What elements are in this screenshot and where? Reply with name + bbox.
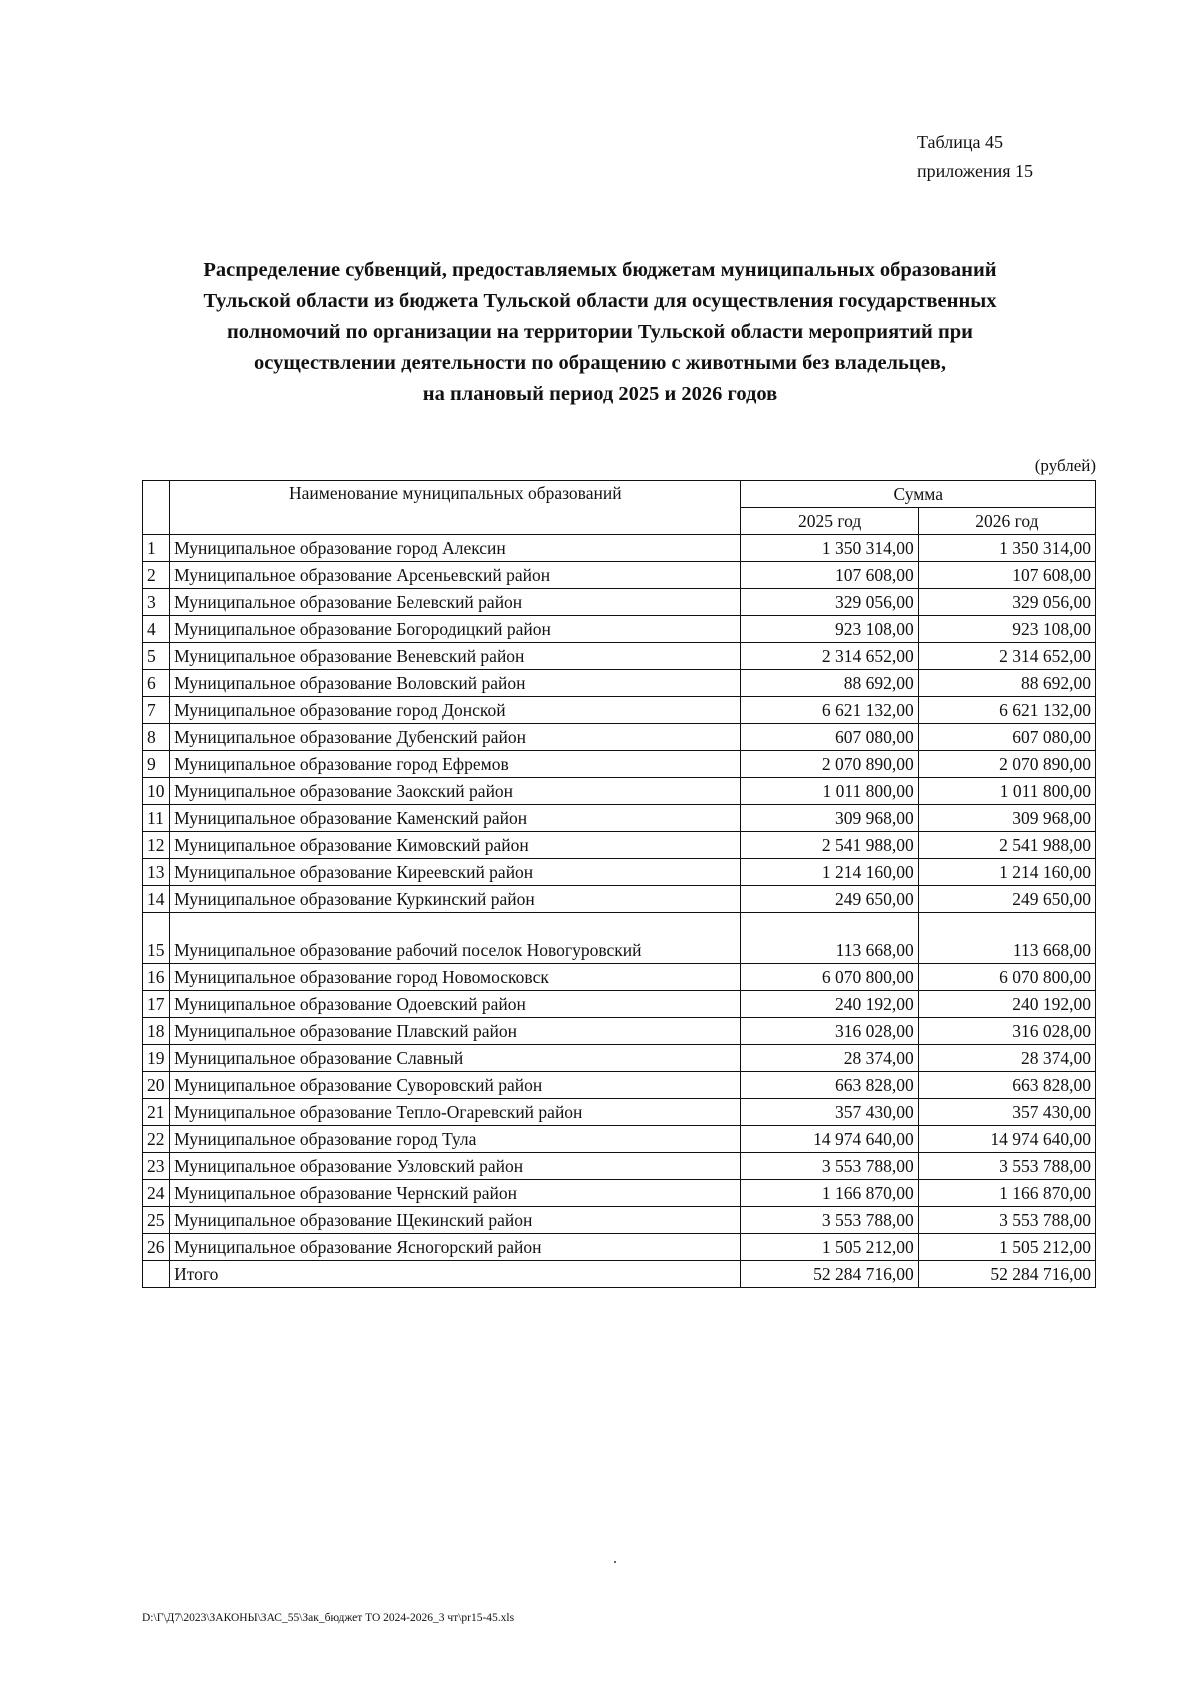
table-reference (917, 128, 1033, 186)
table-row (143, 1126, 1096, 1153)
row-name: Муниципальное образование Богородицкий район (170, 616, 741, 643)
row-number: 13 (143, 859, 170, 886)
row-name: Муниципальное образование город Новомосковск (170, 964, 741, 991)
table-row (143, 1045, 1096, 1072)
table-row (143, 616, 1096, 643)
row-number: 24 (143, 1180, 170, 1207)
table-body (143, 535, 1096, 1288)
row-name: Муниципальное образование Кимовский район (170, 832, 741, 859)
row-value-2025: 1 505 212,00 (741, 1234, 918, 1261)
row-name: Муниципальное образование город Ефремов (170, 751, 741, 778)
row-value-2025: 329 056,00 (741, 589, 918, 616)
row-value-2025: 88 692,00 (741, 670, 918, 697)
table-row (143, 1234, 1096, 1261)
row-value-2025: 14 974 640,00 (741, 1126, 918, 1153)
file-path: D:\Г\Д7\2023\ЗАКОНЫ\ЗАС_55\Зак_бюджет ТО 2024-2026_3 чт\pr15-45.xls (142, 1612, 515, 1624)
table-row (143, 886, 1096, 913)
row-value-2026: 1 350 314,00 (918, 535, 1095, 562)
row-value-2026: 329 056,00 (918, 589, 1095, 616)
row-number: 14 (143, 886, 170, 913)
row-name: Муниципальное образование Одоевский район (170, 991, 741, 1018)
row-value-2026: 2 314 652,00 (918, 643, 1095, 670)
row-value-2026: 1 166 870,00 (918, 1180, 1095, 1207)
row-number: 7 (143, 697, 170, 724)
table-row (143, 643, 1096, 670)
row-value-2025: 28 374,00 (741, 1045, 918, 1072)
row-value-2025: 3 553 788,00 (741, 1153, 918, 1180)
row-value-2025: 923 108,00 (741, 616, 918, 643)
title-line: на плановый период 2025 и 2026 годов (422, 383, 778, 405)
row-number: 6 (143, 670, 170, 697)
row-value-2026: 1 011 800,00 (918, 778, 1095, 805)
row-number: 8 (143, 724, 170, 751)
row-value-2025: 6 621 132,00 (741, 697, 918, 724)
table-row (143, 964, 1096, 991)
row-number: 20 (143, 1072, 170, 1099)
row-value-2026: 607 080,00 (918, 724, 1095, 751)
row-value-2026: 3 553 788,00 (918, 1207, 1095, 1234)
title-line: полномочий по организации на территории Тульской области мероприятий при (227, 321, 973, 343)
row-value-2026: 14 974 640,00 (918, 1126, 1095, 1153)
row-value-2025: 1 166 870,00 (741, 1180, 918, 1207)
row-value-2026: 88 692,00 (918, 670, 1095, 697)
table-row (143, 832, 1096, 859)
row-value-2025: 309 968,00 (741, 805, 918, 832)
title-line: Тульской области из бюджета Тульской области для осуществления государственных (203, 290, 997, 312)
row-value-2025: 113 668,00 (741, 913, 918, 964)
row-value-2026: 663 828,00 (918, 1072, 1095, 1099)
row-name: Муниципальное образование Суворовский район (170, 1072, 741, 1099)
row-name: Муниципальное образование Ясногорский район (170, 1234, 741, 1261)
row-name: Муниципальное образование Щекинский район (170, 1207, 741, 1234)
row-value-2025: 2 541 988,00 (741, 832, 918, 859)
row-name: Муниципальное образование Каменский район (170, 805, 741, 832)
title-line: осуществлении деятельности по обращению с животными без владельцев, (253, 352, 946, 374)
row-value-2025: 663 828,00 (741, 1072, 918, 1099)
row-value-2025: 3 553 788,00 (741, 1207, 918, 1234)
row-number: 18 (143, 1018, 170, 1045)
row-value-2025: 240 192,00 (741, 991, 918, 1018)
table-row (143, 1153, 1096, 1180)
title-line: Распределение субвенций, предоставляемых бюджетам муниципальных образований (203, 259, 997, 281)
table-row (143, 1207, 1096, 1234)
total-2025: 52 284 716,00 (741, 1261, 918, 1288)
row-number: 17 (143, 991, 170, 1018)
row-name: Муниципальное образование Дубенский район (170, 724, 741, 751)
document-title (120, 255, 1080, 410)
table-row (143, 670, 1096, 697)
row-value-2026: 240 192,00 (918, 991, 1095, 1018)
row-value-2025: 107 608,00 (741, 562, 918, 589)
row-name: Муниципальное образование город Тула (170, 1126, 741, 1153)
row-name: Муниципальное образование Киреевский район (170, 859, 741, 886)
subsidy-table (142, 480, 1096, 1288)
row-value-2025: 1 011 800,00 (741, 778, 918, 805)
row-value-2025: 357 430,00 (741, 1099, 918, 1126)
row-value-2026: 309 968,00 (918, 805, 1095, 832)
row-number: 2 (143, 562, 170, 589)
table-row (143, 1072, 1096, 1099)
row-name: Муниципальное образование город Алексин (170, 535, 741, 562)
row-number: 3 (143, 589, 170, 616)
row-number: 22 (143, 1126, 170, 1153)
row-value-2025: 316 028,00 (741, 1018, 918, 1045)
total-row (143, 1261, 1096, 1288)
row-name: Муниципальное образование Веневский район (170, 643, 741, 670)
row-value-2026: 2 541 988,00 (918, 832, 1095, 859)
row-value-2026: 357 430,00 (918, 1099, 1095, 1126)
row-name: Муниципальное образование Плавский район (170, 1018, 741, 1045)
units-label: (рублей) (1034, 456, 1096, 475)
table-row (143, 1180, 1096, 1207)
total-number-cell (143, 1261, 170, 1288)
row-number: 11 (143, 805, 170, 832)
row-name: Муниципальное образование Заокский район (170, 778, 741, 805)
row-name: Муниципальное образование Воловский район (170, 670, 741, 697)
row-value-2026: 28 374,00 (918, 1045, 1095, 1072)
table-row (143, 724, 1096, 751)
row-number: 19 (143, 1045, 170, 1072)
row-value-2025: 1 350 314,00 (741, 535, 918, 562)
row-value-2026: 3 553 788,00 (918, 1153, 1095, 1180)
row-value-2026: 107 608,00 (918, 562, 1095, 589)
table-row (143, 778, 1096, 805)
row-number: 15 (143, 913, 170, 964)
row-name: Муниципальное образование Тепло-Огаревский район (170, 1099, 741, 1126)
row-value-2026: 6 621 132,00 (918, 697, 1095, 724)
row-name: Муниципальное образование город Донской (170, 697, 741, 724)
row-number: 12 (143, 832, 170, 859)
row-value-2025: 607 080,00 (741, 724, 918, 751)
row-name: Муниципальное образование Славный (170, 1045, 741, 1072)
appendix-label: приложения 15 (917, 161, 1034, 181)
table-row (143, 1018, 1096, 1045)
row-name: Муниципальное образование Куркинский район (170, 886, 741, 913)
table-label: Таблица 45 (917, 132, 1003, 152)
row-value-2026: 249 650,00 (918, 886, 1095, 913)
row-number: 25 (143, 1207, 170, 1234)
header-sum: Сумма (741, 481, 1096, 508)
table-row (143, 991, 1096, 1018)
table-row (143, 697, 1096, 724)
row-name: Муниципальное образование Белевский район (170, 589, 741, 616)
row-name: Муниципальное образование Узловский район (170, 1153, 741, 1180)
total-label: Итого (170, 1261, 741, 1288)
total-2026: 52 284 716,00 (918, 1261, 1095, 1288)
header-number-cell (143, 481, 170, 535)
row-value-2025: 1 214 160,00 (741, 859, 918, 886)
table-row (143, 859, 1096, 886)
header-2025: 2025 год (741, 508, 918, 535)
row-number: 4 (143, 616, 170, 643)
row-number: 16 (143, 964, 170, 991)
header-name: Наименование муниципальных образований (170, 481, 741, 535)
row-value-2026: 316 028,00 (918, 1018, 1095, 1045)
table-row (143, 805, 1096, 832)
row-value-2026: 923 108,00 (918, 616, 1095, 643)
table-row (143, 1099, 1096, 1126)
table-row (143, 589, 1096, 616)
row-value-2026: 113 668,00 (918, 913, 1095, 964)
row-value-2026: 1 505 212,00 (918, 1234, 1095, 1261)
row-number: 10 (143, 778, 170, 805)
row-value-2025: 249 650,00 (741, 886, 918, 913)
row-number: 26 (143, 1234, 170, 1261)
row-name: Муниципальное образование рабочий поселок Новогуровский (170, 913, 741, 964)
row-name: Муниципальное образование Арсеньевский район (170, 562, 741, 589)
row-value-2026: 2 070 890,00 (918, 751, 1095, 778)
row-value-2025: 2 070 890,00 (741, 751, 918, 778)
row-name: Муниципальное образование Чернский район (170, 1180, 741, 1207)
row-number: 21 (143, 1099, 170, 1126)
row-value-2025: 2 314 652,00 (741, 643, 918, 670)
table-row (143, 562, 1096, 589)
row-number: 23 (143, 1153, 170, 1180)
row-value-2025: 6 070 800,00 (741, 964, 918, 991)
row-number: 9 (143, 751, 170, 778)
row-value-2026: 6 070 800,00 (918, 964, 1095, 991)
table-row (143, 913, 1096, 964)
row-value-2026: 1 214 160,00 (918, 859, 1095, 886)
table-row (143, 535, 1096, 562)
row-number: 1 (143, 535, 170, 562)
table-row (143, 751, 1096, 778)
header-2026: 2026 год (918, 508, 1095, 535)
row-number: 5 (143, 643, 170, 670)
stray-dot (614, 1561, 616, 1563)
